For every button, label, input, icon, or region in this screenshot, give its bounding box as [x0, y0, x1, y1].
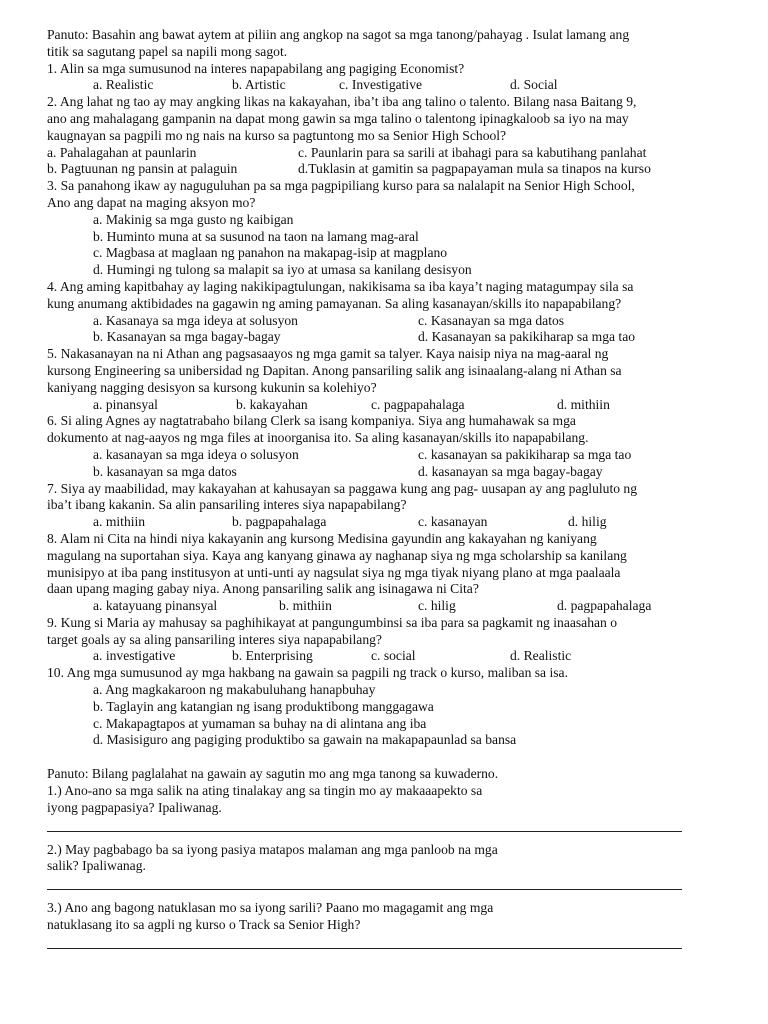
question-1-stem: 1. Alin sa mga sumusunod na interes napapabilang ang pagiging Economist? — [47, 60, 465, 76]
part2-instructions: Panuto: Bilang paglalahat na gawain ay sagutin mo ang mga tanong sa kuwaderno. — [47, 766, 499, 782]
question-2-choices — [47, 145, 737, 162]
question-2-stem: 2. Ang lahat ng tao ay may angking likas na kakayahan, iba’t iba ang talino o talento. Bilang nasa Baitang 9, — [47, 94, 637, 110]
question-5-stem: 5. Nakasanayan na ni Athan ang pagsasaayos ng mga gamit sa talyer. Kaya naisip niya na mag-aaral ng — [47, 346, 609, 362]
choice-b: b. Artistic — [232, 77, 286, 93]
question-8-stem: munisipyo at iba pang institusyon at unti-unti ay nagsulat siya ng mga tiyak niyang plano at mga paalaala — [47, 564, 621, 580]
essay-question-2: salik? Ipaliwanag. — [47, 858, 146, 874]
question-8-stem: daan upang maging gabay niya. Anong pansariling salik ang isinagawa ni Cita? — [47, 581, 479, 597]
question-6-choices — [47, 464, 737, 481]
choice-a: a. kasanayan sa mga ideya o solusyon — [93, 446, 299, 462]
question-10-stem: 10. Ang mga sumusunod ay mga hakbang na gawain sa pagpili ng track o kurso, maliban sa isa. — [47, 665, 568, 681]
worksheet-page — [47, 27, 737, 959]
essay-question-1: 1.) Ano-ano sa mga salik na ating tinalakay ang sa tingin mo ay makaaapekto sa — [47, 783, 483, 799]
choice-d: d. hilig — [568, 514, 607, 530]
choice-c: c. Investigative — [339, 77, 423, 93]
question-2-stem: ano ang mahalagang gampanin na dapat mong gawin sa mga talino o talentong ipinagkaloob sa iyo na may — [47, 110, 629, 126]
question-5-stem: kursong Engineering sa unibersidad ng Dapitan. Anong pansariling salik ang isinaalang-alang ni Athan sa — [47, 362, 622, 378]
question-2-stem: kaugnayan sa pagpili mo ng nais na kurso sa pagtuntong mo sa Senior High School? — [47, 127, 507, 143]
question-9-choices — [47, 648, 737, 665]
choice-d: d. kasanayan sa mga bagay-bagay — [418, 463, 603, 479]
choice-d: d. Social — [510, 77, 558, 93]
choice-a: a. Kasanaya sa mga ideya at solusyon — [93, 312, 298, 328]
choice-b: b. kasanayan sa mga datos — [93, 463, 237, 479]
part1-instructions-line: Panuto: Basahin ang bawat aytem at piliin ang angkop na sagot sa mga tanong/pahayag . Isulat lamang ang — [47, 27, 630, 42]
choice-b: b. Enterprising — [232, 648, 313, 664]
answer-line — [47, 831, 682, 832]
choice-c: c. Paunlarin para sa sarili at ibahagi para sa kabutihang panlahat — [298, 144, 647, 160]
choice-b: b. Kasanayan sa mga bagay-bagay — [93, 329, 281, 345]
choice-c: c. kasanayan sa pakikiharap sa mga tao — [418, 446, 632, 462]
choice-b: b. mithiin — [279, 598, 332, 614]
essay-question-3: natuklasang ito sa agpli ng kurso o Track sa Senior High? — [47, 917, 361, 933]
question-6-stem: 6. Si aling Agnes ay nagtatrabaho bilang Clerk sa isang kompaniya. Siya ang humahawak sa mga — [47, 413, 576, 429]
essay-question-1: iyong pagpapasiya? Ipaliwanag. — [47, 799, 222, 815]
choice-a: a. Makinig sa mga gusto ng kaibigan — [93, 211, 294, 227]
question-9-stem: target goals ay sa aling pansariling interes siya napapabilang? — [47, 631, 382, 647]
answer-line — [47, 889, 682, 890]
question-9-stem: 9. Kung si Maria ay mahusay sa paghihikayat at pangungumbinsi sa iba para sa pagkamit ng inaasahan o — [47, 614, 618, 630]
question-5-choices — [47, 397, 737, 414]
choice-d: d.Tuklasin at gamitin sa pagpapayaman mula sa tinapos na kurso — [298, 161, 651, 177]
choice-c: c. Kasanayan sa mga datos — [418, 312, 565, 328]
choice-b: b. pagpapahalaga — [232, 514, 327, 530]
essay-question-2: 2.) May pagbabago ba sa iyong pasiya matapos malaman ang mga panloob na mga — [47, 841, 498, 857]
question-3-stem: 3. Sa panahong ikaw ay naguguluhan pa sa mga pagpipiliang kurso para sa nalalapit na Senior High School, — [47, 178, 635, 194]
question-4-stem: kung anumang aktibidades na gagawin ng aming pamayanan. Sa aling kasanayan/skills ito napapabilang? — [47, 295, 622, 311]
choice-b: b. Pagtuunan ng pansin at palaguin — [47, 161, 238, 177]
choice-d: d. Masisiguro ang pagiging produktibo sa gawain na makapapaunlad sa bansa — [93, 732, 517, 748]
question-4-choices — [47, 313, 737, 330]
question-4-choices — [47, 329, 737, 346]
question-8-choices — [47, 598, 737, 615]
essay-question-3: 3.) Ano ang bagong natuklasan mo sa iyong sarili? Paano mo magagamit ang mga — [47, 900, 494, 916]
question-7-choices — [47, 514, 737, 531]
question-3-stem: Ano ang dapat na maging aksyon mo? — [47, 194, 256, 210]
question-6-choices — [47, 447, 737, 464]
choice-c: c. social — [371, 648, 416, 664]
choice-d: d. Humingi ng tulong sa malapit sa iyo at umasa sa kanilang desisyon — [93, 262, 472, 278]
question-1-choices — [47, 77, 737, 94]
question-2-choices — [47, 161, 737, 178]
part1-instructions-line: titik sa sagutang papel sa napili mong sagot. — [47, 43, 288, 59]
choice-a: a. pinansyal — [93, 396, 158, 412]
choice-c: c. Makapagtapos at yumaman sa buhay na di alintana ang iba — [93, 715, 427, 731]
choice-c: c. hilig — [418, 598, 456, 614]
question-7-stem: iba’t ibang kakanin. Sa alin pansariling interes siya napapabilang? — [47, 497, 407, 513]
choice-a: a. mithiin — [93, 514, 146, 530]
question-8-stem: 8. Alam ni Cita na hindi niya kakayanin ang kursong Medisina gayundin ang kakayahan ng kaniyang — [47, 530, 597, 546]
question-6-stem: dokumento at nag-aayos ng mga files at inoorganisa ito. Sa aling kasanayan/skills ito napapabilang. — [47, 430, 589, 446]
question-8-stem: magulang na suportahan siya. Kaya ang kanyang ginawa ay naghanap siya ng mga scholarship sa kanilang — [47, 547, 627, 563]
choice-d: d. Realistic — [510, 648, 572, 664]
choice-b: b. kakayahan — [236, 396, 308, 412]
choice-b: b. Taglayin ang katangian ng isang produktibong manggagawa — [93, 698, 434, 714]
question-7-stem: 7. Siya ay maabilidad, may kakayahan at kahusayan sa paggawa kung ang pag- uusapan ay ang pagluluto ng — [47, 480, 638, 496]
choice-a: a. investigative — [93, 648, 176, 664]
choice-c: c. kasanayan — [418, 514, 488, 530]
choice-a: a. Pahalagahan at paunlarin — [47, 144, 197, 160]
choice-c: c. Magbasa at maglaan ng panahon na makapag-isip at magplano — [93, 245, 448, 261]
choice-a: a. Ang magkakaroon ng makabuluhang hanapbuhay — [93, 682, 376, 698]
choice-c: c. pagpapahalaga — [371, 396, 465, 412]
choice-a: a. katayuang pinansyal — [93, 598, 218, 614]
choice-d: d. mithiin — [557, 396, 610, 412]
choice-d: d. pagpapahalaga — [557, 598, 652, 614]
question-5-stem: kaniyang nagging desisyon sa kursong kukunin sa kolehiyo? — [47, 379, 377, 395]
choice-a: a. Realistic — [93, 77, 154, 93]
choice-d: d. Kasanayan sa pakikiharap sa mga tao — [418, 329, 636, 345]
question-4-stem: 4. Ang aming kapitbahay ay laging nakikipagtulungan, nakikisama sa iba kaya’t naging matagumpay sila sa — [47, 278, 634, 294]
answer-line — [47, 948, 682, 949]
choice-b: b. Huminto muna at sa susunod na taon na lamang mag-aral — [93, 228, 419, 244]
